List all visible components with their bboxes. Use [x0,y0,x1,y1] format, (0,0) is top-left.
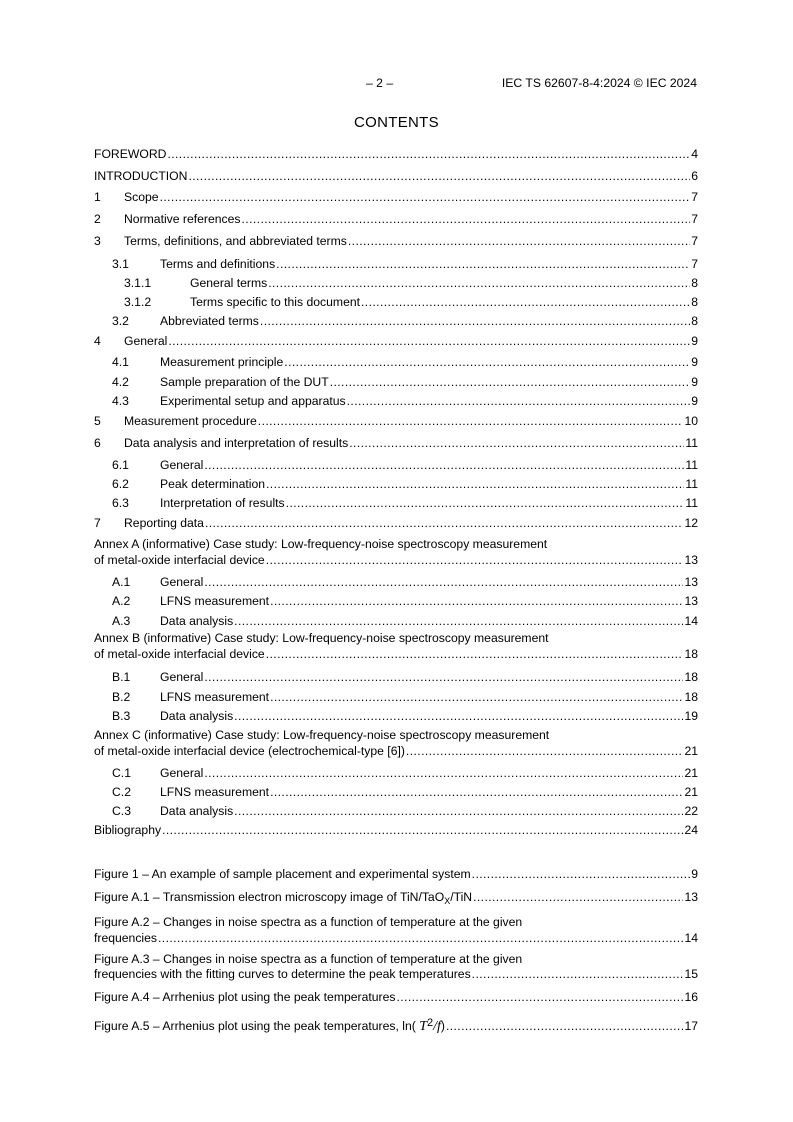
figure-entry[interactable] [94,1015,698,1034]
toc-number: C.3 [112,804,131,818]
toc-page: 7 [691,190,698,204]
leader-dots [205,515,683,531]
toc-entry[interactable] [94,168,698,184]
toc-label: Terms specific to this document [190,295,361,309]
toc-number: C.1 [112,766,131,780]
toc-entry[interactable] [94,803,698,819]
toc-number: 7 [94,516,101,530]
toc-entry[interactable] [94,822,698,838]
toc-number: 4 [94,334,101,348]
toc-entry[interactable] [94,374,698,390]
toc-number: A.2 [112,594,131,608]
figure-label-text: Figure A.1 – Transmission electron microscopy image of TiN/TaO [94,890,445,904]
toc-page: 8 [691,295,698,309]
toc-page: 6 [691,169,698,183]
toc-label: General [160,766,204,780]
toc-entry[interactable] [94,146,698,162]
toc-page: 9 [691,334,698,348]
toc-number: 3.1 [112,257,129,271]
figure-entry[interactable] [94,866,698,882]
leader-dots [242,211,691,227]
leader-dots [167,146,690,162]
toc-label: LFNS measurement [160,785,270,799]
toc-label: Data analysis [160,709,234,723]
leader-dots [266,552,684,568]
leader-dots [396,989,683,1005]
leader-dots [266,646,684,662]
leader-dots [234,708,683,724]
toc-entry[interactable] [94,294,698,310]
toc-number: 1 [94,190,101,204]
toc-entry[interactable] [94,574,698,590]
toc-entry[interactable] [94,233,698,249]
toc-label: Sample preparation of the DUT [160,375,329,389]
leader-dots [286,495,685,511]
toc-page: 18 [684,690,698,704]
formula-t: T [419,1019,427,1034]
leader-dots [204,669,683,685]
toc-entry[interactable] [94,413,698,429]
toc-page: 11 [685,496,698,510]
leader-dots [168,333,690,349]
toc-entry[interactable] [94,743,698,759]
leader-dots [270,689,683,705]
figure-label: Figure A.4 – Arrhenius plot using the peak temperatures [94,990,396,1004]
toc-label: Experimental setup and apparatus [160,394,346,408]
toc-entry[interactable] [94,669,698,685]
leader-dots [446,1018,683,1034]
toc-label: INTRODUCTION [94,169,188,183]
toc-label: Reporting data [124,516,204,530]
leader-dots [188,168,690,184]
toc-entry[interactable] [94,495,698,511]
annex-a-heading: Annex A (informative) Case study: Low-frequency-noise spectroscopy measurement [94,537,548,551]
toc-number: A.3 [112,614,131,628]
toc-label: Measurement principle [160,355,284,369]
figure-label [94,1015,445,1035]
toc-page: 11 [685,458,698,472]
toc-label: of metal-oxide interfacial device [94,553,265,567]
toc-label: of metal-oxide interfacial device [94,647,265,661]
toc-page: 18 [684,647,698,661]
toc-entry[interactable] [94,613,698,629]
toc-label: Terms, definitions, and abbreviated terms [124,234,347,248]
toc-number: 5 [94,414,101,428]
document-id: IEC TS 62607-8-4:2024 © IEC 2024 [501,76,697,90]
figure-label: frequencies with the fitting curves to determine the peak temperatures [94,967,471,981]
leader-dots [406,743,684,759]
toc-entry[interactable] [94,708,698,724]
toc-entry[interactable] [94,784,698,800]
page-number: – 2 – [366,76,394,90]
page-header [0,76,793,92]
figure-label [94,889,472,909]
figure-page: 16 [684,990,698,1004]
leader-dots [258,413,684,429]
toc-page: 7 [691,234,698,248]
toc-label: Terms and definitions [160,257,276,271]
toc-page: 11 [685,436,698,450]
toc-entry[interactable] [94,354,698,370]
figure-label-text: ) [440,1019,445,1033]
annex-b-heading: Annex B (informative) Case study: Low-frequency-noise spectroscopy measurement [94,631,549,645]
figure-label-text: Figure A.5 – Arrhenius plot using the peak temperatures, ln( [94,1019,420,1033]
figure-label: frequencies [94,931,158,945]
toc-label: General terms [190,276,268,290]
toc-page: 7 [691,212,698,226]
toc-label: Data analysis [160,804,234,818]
toc-number: 4.2 [112,375,129,389]
figure-page: 13 [684,890,698,904]
toc-page: 14 [684,614,698,628]
contents-title: CONTENTS [354,114,439,131]
toc-page: 21 [684,766,698,780]
toc-page: 9 [691,355,698,369]
toc-entry[interactable] [94,211,698,227]
leader-dots [204,457,684,473]
subscript-x: X [444,896,451,906]
leader-dots [349,435,684,451]
figure-label: Figure 1 – An example of sample placement and experimental system [94,867,471,881]
figure-label-text: /TiN [450,890,473,904]
toc-entry[interactable] [94,457,698,473]
toc-page: 9 [691,394,698,408]
formula-over-f: /f [433,1019,441,1034]
leader-dots [162,822,683,838]
toc-number: 2 [94,212,101,226]
toc-label: FOREWORD [94,147,167,161]
toc-label: Data analysis [160,614,234,628]
leader-dots [234,803,683,819]
toc-entry[interactable] [94,593,698,609]
toc-entry[interactable] [94,476,698,492]
leader-dots [473,889,683,905]
toc-entry[interactable] [94,689,698,705]
leader-dots [472,866,691,882]
leader-dots [266,476,684,492]
toc-page: 13 [684,553,698,567]
toc-page: 9 [691,375,698,389]
toc-label: Data analysis and interpretation of results [124,436,349,450]
toc-number: 6.1 [112,458,129,472]
toc-label: Abbreviated terms [160,314,259,328]
toc-entry[interactable] [94,646,698,662]
figure-entry[interactable] [94,889,698,905]
figure-page: 9 [691,867,698,881]
toc-page: 22 [684,804,698,818]
leader-dots [348,233,690,249]
leader-dots [347,393,691,409]
toc-entry[interactable] [94,275,698,291]
toc-page: 11 [685,477,698,491]
toc-page: 10 [684,414,698,428]
toc-entry[interactable] [94,765,698,781]
figure-page: 14 [684,931,698,945]
toc-page: 8 [691,314,698,328]
toc-number: A.1 [112,575,131,589]
toc-number: 3 [94,234,101,248]
leader-dots [284,354,690,370]
toc-label: General [124,334,168,348]
toc-label: LFNS measurement [160,690,270,704]
toc-number: 3.2 [112,314,129,328]
figure-a2-line1: Figure A.2 – Changes in noise spectra as a function of temperature at the given [94,915,523,929]
leader-dots [260,313,690,329]
leader-dots [270,784,683,800]
toc-entry[interactable] [94,515,698,531]
figure-page: 17 [684,1019,698,1033]
toc-entry[interactable] [94,189,698,205]
toc-number: 3.1.2 [124,295,152,309]
toc-label: Peak determination [160,477,266,491]
toc-page: 19 [684,709,698,723]
figure-a3-line1: Figure A.3 – Changes in noise spectra as a function of temperature at the given [94,952,523,966]
toc-page: 7 [691,257,698,271]
annex-c-heading: Annex C (informative) Case study: Low-frequency-noise spectroscopy measurement [94,728,550,742]
leader-dots [158,930,683,946]
leader-dots [204,574,683,590]
toc-label: Bibliography [94,823,162,837]
toc-number: 6.3 [112,496,129,510]
toc-label: General [160,458,204,472]
figure-entry[interactable] [94,930,698,946]
toc-page: 21 [684,744,698,758]
toc-entry[interactable] [94,313,698,329]
leader-dots [268,275,690,291]
toc-page: 18 [684,670,698,684]
toc-page: 13 [684,594,698,608]
figure-entry[interactable] [94,966,698,982]
toc-number: B.1 [112,670,131,684]
leader-dots [361,294,690,310]
toc-label: LFNS measurement [160,594,270,608]
toc-entry[interactable] [94,435,698,451]
figure-page: 15 [684,967,698,981]
toc-entry[interactable] [94,333,698,349]
toc-label: Normative references [124,212,241,226]
leader-dots [270,593,683,609]
leader-dots [276,256,690,272]
leader-dots [330,374,691,390]
toc-number: 6 [94,436,101,450]
toc-number: 6.2 [112,477,129,491]
figure-entry[interactable] [94,989,698,1005]
toc-entry[interactable] [94,552,698,568]
toc-number: B.2 [112,690,131,704]
formula-superscript: 2 [426,1017,434,1029]
toc-page: 13 [684,575,698,589]
leader-dots [234,613,683,629]
toc-label: General [160,670,204,684]
toc-number: C.2 [112,785,131,799]
toc-label: General [160,575,204,589]
toc-label: Interpretation of results [160,496,285,510]
toc-page: 21 [684,785,698,799]
toc-number: 4.3 [112,394,129,408]
toc-entry[interactable] [94,393,698,409]
leader-dots [204,765,683,781]
toc-number: 4.1 [112,355,129,369]
toc-page: 24 [684,823,698,837]
toc-page: 12 [684,516,698,530]
toc-page: 8 [691,276,698,290]
toc-number: B.3 [112,709,131,723]
toc-label: Scope [124,190,159,204]
leader-dots [472,966,684,982]
toc-number: 3.1.1 [124,276,152,290]
toc-entry[interactable] [94,256,698,272]
toc-label: of metal-oxide interfacial device (electrochemical-type [6]) [94,744,405,758]
leader-dots [160,189,691,205]
toc-page: 4 [691,147,698,161]
toc-label: Measurement procedure [124,414,257,428]
